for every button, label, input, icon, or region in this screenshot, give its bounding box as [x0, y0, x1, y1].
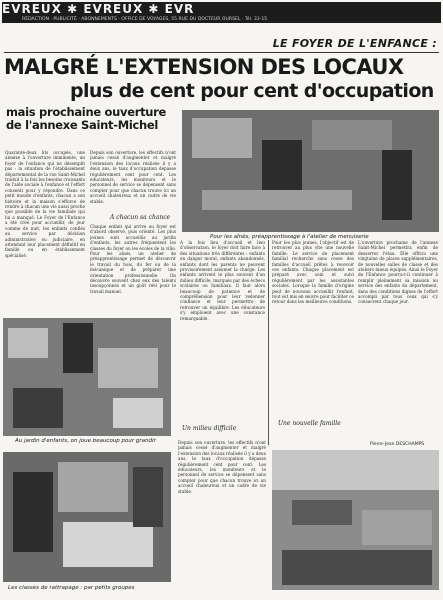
masthead-subline: RÉDACTION · PUBLICITÉ · ABONNEMENTS · OFFICE DE VOYAGES, 55 RUE DU DOCTEUR OURSEL · Tél. 33-15 — [2, 16, 441, 23]
article-deck: mais prochaine ouverture de l'annexe Saint-Michel — [6, 105, 167, 132]
body-column-6: L'ouverture prochaine de l'annexe Saint-Michel permettra enfin de desserrer l'étau. Elle offrira une vingtaine de places supplémentaires, de nouvelles salles de classe et des ateliers mieux équipés. Ainsi le Foyer de l'Enfance pourra-t-il continuer à remplir pleinement sa mission au service des enfants du département, dans des conditions dignes de l'effort accompli par tous ceux qui s'y consacrent chaque jour. — [358, 240, 438, 305]
headline-primary: MALGRÉ L'EXTENSION DES LOCAUX — [4, 55, 404, 79]
kicker-rule — [4, 52, 439, 53]
intertitle-milieu: Un milieu difficile — [182, 425, 237, 432]
caption-photo-bottom: Les classes de rattrapage : par petits groupes — [8, 585, 135, 591]
article-kicker: LE FOYER DE L'ENFANCE : — [272, 37, 437, 50]
body-column-3: Chaque enfant qui arrive au foyer est d'abord observé, puis orienté. Les plus jeunes sont accueillis au jardin d'enfants, les autres fréquentent les classes du foyer ou les écoles de la ville. Pour les aînés, un atelier de préapprentissage permet de découvrir le travail du bois, du fer ou de la mécanique et de préparer une orientation professionnelle. On découvre souvent chez eux des talents insoupçonnés et un goût réel pour le travail manuel. — [90, 224, 176, 294]
intertitle-chance: A chacun sa chance — [110, 214, 171, 221]
caption-photo-middle: Au jardin d'enfants, on joue beaucoup pour grandir — [15, 438, 156, 444]
body-column-7: Depuis son ouverture, les effectifs n'ont jamais cessé d'augmenter et malgré l'extension des locaux réalisée il y a deux ans, le taux d'occupation dépasse régulièrement cent pour cent. Les éducateurs, les moniteurs et le personnel de service se dépensent sans compter pour que chacun trouve ici un accueil chaleureux et un cadre de vie stable. — [178, 440, 266, 494]
body-column-4: A la fois lieu d'accueil et lieu d'observation, le foyer doit faire face à des situations très différentes : enfants en danger moral, enfants abandonnés, enfants dont les parents ne peuvent provisoirement assumer la charge. Les enfants arrivent le plus souvent d'un milieu difficile, marqués par des échecs scolaires ou familiaux. Il faut alors beaucoup de patience et de compréhension pour leur redonner confiance et leur permettre de retrouver un équilibre. Les éducateurs s'y emploient avec une constance remarquable. — [180, 240, 265, 321]
photo-kindergarten — [3, 318, 171, 436]
body-column-1: Quarante-deux lits occupés, une annexe à l'ouverture imminente, un foyer de l'enfance qui ne désemplit pas : la situation de l'établissement départemental de la rue Saint-Michel traduit à la fois les besoins croissants de l'aide sociale à l'enfance et l'effort consenti pour y répondre. Dans ce petit monde d'enfants, chacun a son histoire et la maison s'efforce de rendre à chacun une vie aussi proche que possible de la vie familiale qui lui a manqué. Le Foyer de l'Enfance a été créé pour accueillir, de jour comme de nuit, les enfants confiés au service par décision administrative ou judiciaire, en attendant leur placement définitif en famille ou en établissement spécialisé. — [5, 150, 85, 258]
body-column-5: Pour les plus jeunes, l'objectif est de retrouver au plus vite une nouvelle famille. Le service de placement familial recherche sans cesse des familles d'accueil prêtes à recevoir ces enfants. Chaque placement est préparé avec soin et suivi régulièrement par les assistantes sociales. Lorsque la famille d'origine peut de nouveau accueillir l'enfant, tout est mis en œuvre pour faciliter ce retour dans les meilleures conditions. — [272, 240, 354, 305]
article-signature: Pierre-Jean DESCHAMPS — [370, 442, 425, 447]
intertitle-famille: Une nouvelle famille — [278, 420, 341, 427]
photo-aerial-view — [272, 450, 439, 590]
photo-classroom — [3, 452, 171, 582]
masthead-banner: EVREUX ✱ EVREUX ✱ EVR — [2, 2, 441, 16]
caption-photo-top: Pour les aînés, préapprentissage à l'atelier de menuiserie — [210, 234, 369, 240]
column-divider — [268, 240, 269, 445]
headline-secondary: plus de cent pour cent d'occupation — [70, 80, 434, 102]
photo-workshop — [182, 110, 439, 232]
body-column-2: Depuis son ouverture, les effectifs n'ont jamais cessé d'augmenter et malgré l'extension des locaux réalisée il y a deux ans, le taux d'occupation dépasse régulièrement cent pour cent. Les éducateurs, les moniteurs et le personnel de service se dépensent sans compter pour que chacun trouve ici un accueil chaleureux et un cadre de vie stable. — [90, 150, 176, 204]
